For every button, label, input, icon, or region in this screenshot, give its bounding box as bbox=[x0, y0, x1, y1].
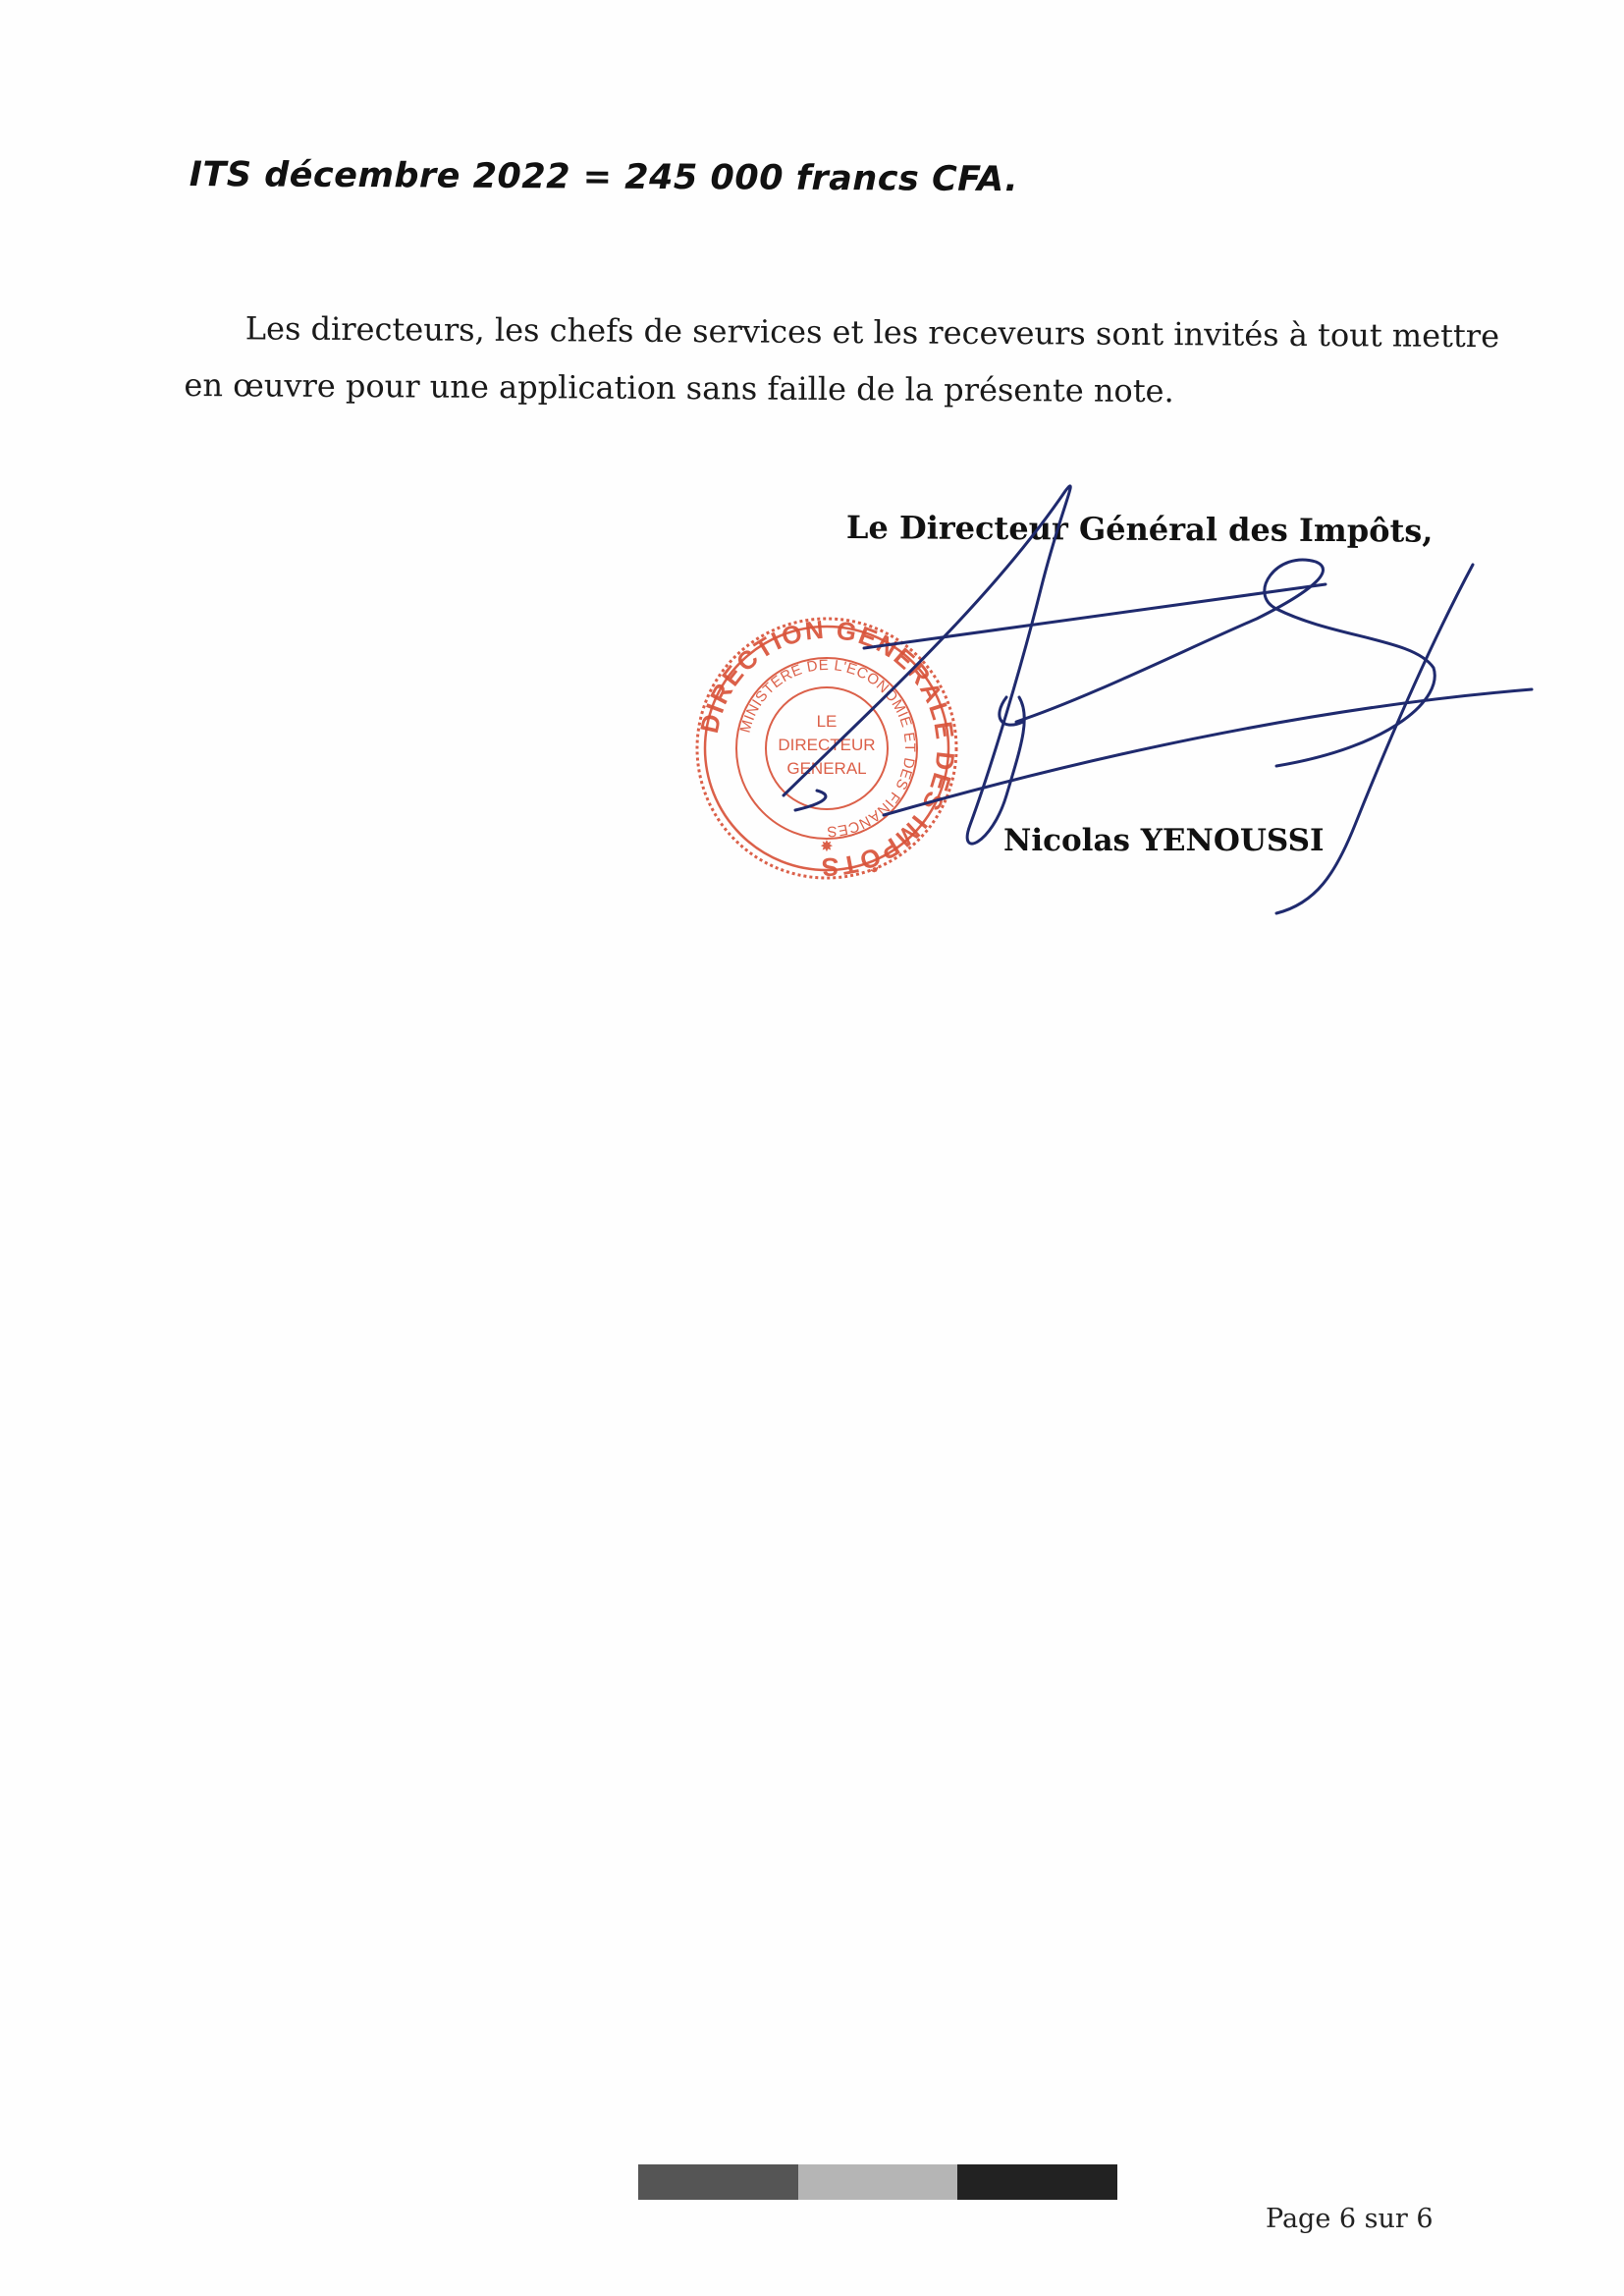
footer-decorative-bar bbox=[638, 2164, 1117, 2200]
signature-title: Le Directeur Général des Impôts, bbox=[845, 509, 1434, 550]
stamp-center-line-1: LE bbox=[816, 712, 838, 731]
footer-bar-segment-2 bbox=[798, 2164, 958, 2200]
stamp-inner-text: MINISTERE DE L'ECONOMIE ET DES FINANCES bbox=[736, 656, 919, 841]
signatory-name: Nicolas YENOUSSI bbox=[1003, 823, 1325, 858]
stamp-center-line-2: DIRECTEUR bbox=[778, 736, 876, 754]
stamp-center-line-3: GENERAL bbox=[786, 759, 867, 778]
official-stamp bbox=[689, 611, 964, 886]
paragraph-line-1: Les directeurs, les chefs de services et les receveurs sont invités à tout mettre bbox=[244, 309, 1500, 355]
page-number: Page 6 sur 6 bbox=[1266, 2204, 1434, 2234]
stamp-star-icon: ✸ bbox=[820, 837, 834, 855]
stamp-outer-text: DIRECTION GENERALE DES IMPÔTS bbox=[693, 614, 961, 883]
footer-bar-segment-3 bbox=[957, 2164, 1117, 2200]
its-amount-line: ITS décembre 2022 = 245 000 francs CFA. bbox=[189, 155, 1019, 200]
footer-bar-segment-1 bbox=[638, 2164, 798, 2200]
paragraph-line-2: en œuvre pour une application sans faille de la présente note. bbox=[184, 365, 1174, 410]
instruction-paragraph bbox=[184, 300, 1500, 421]
